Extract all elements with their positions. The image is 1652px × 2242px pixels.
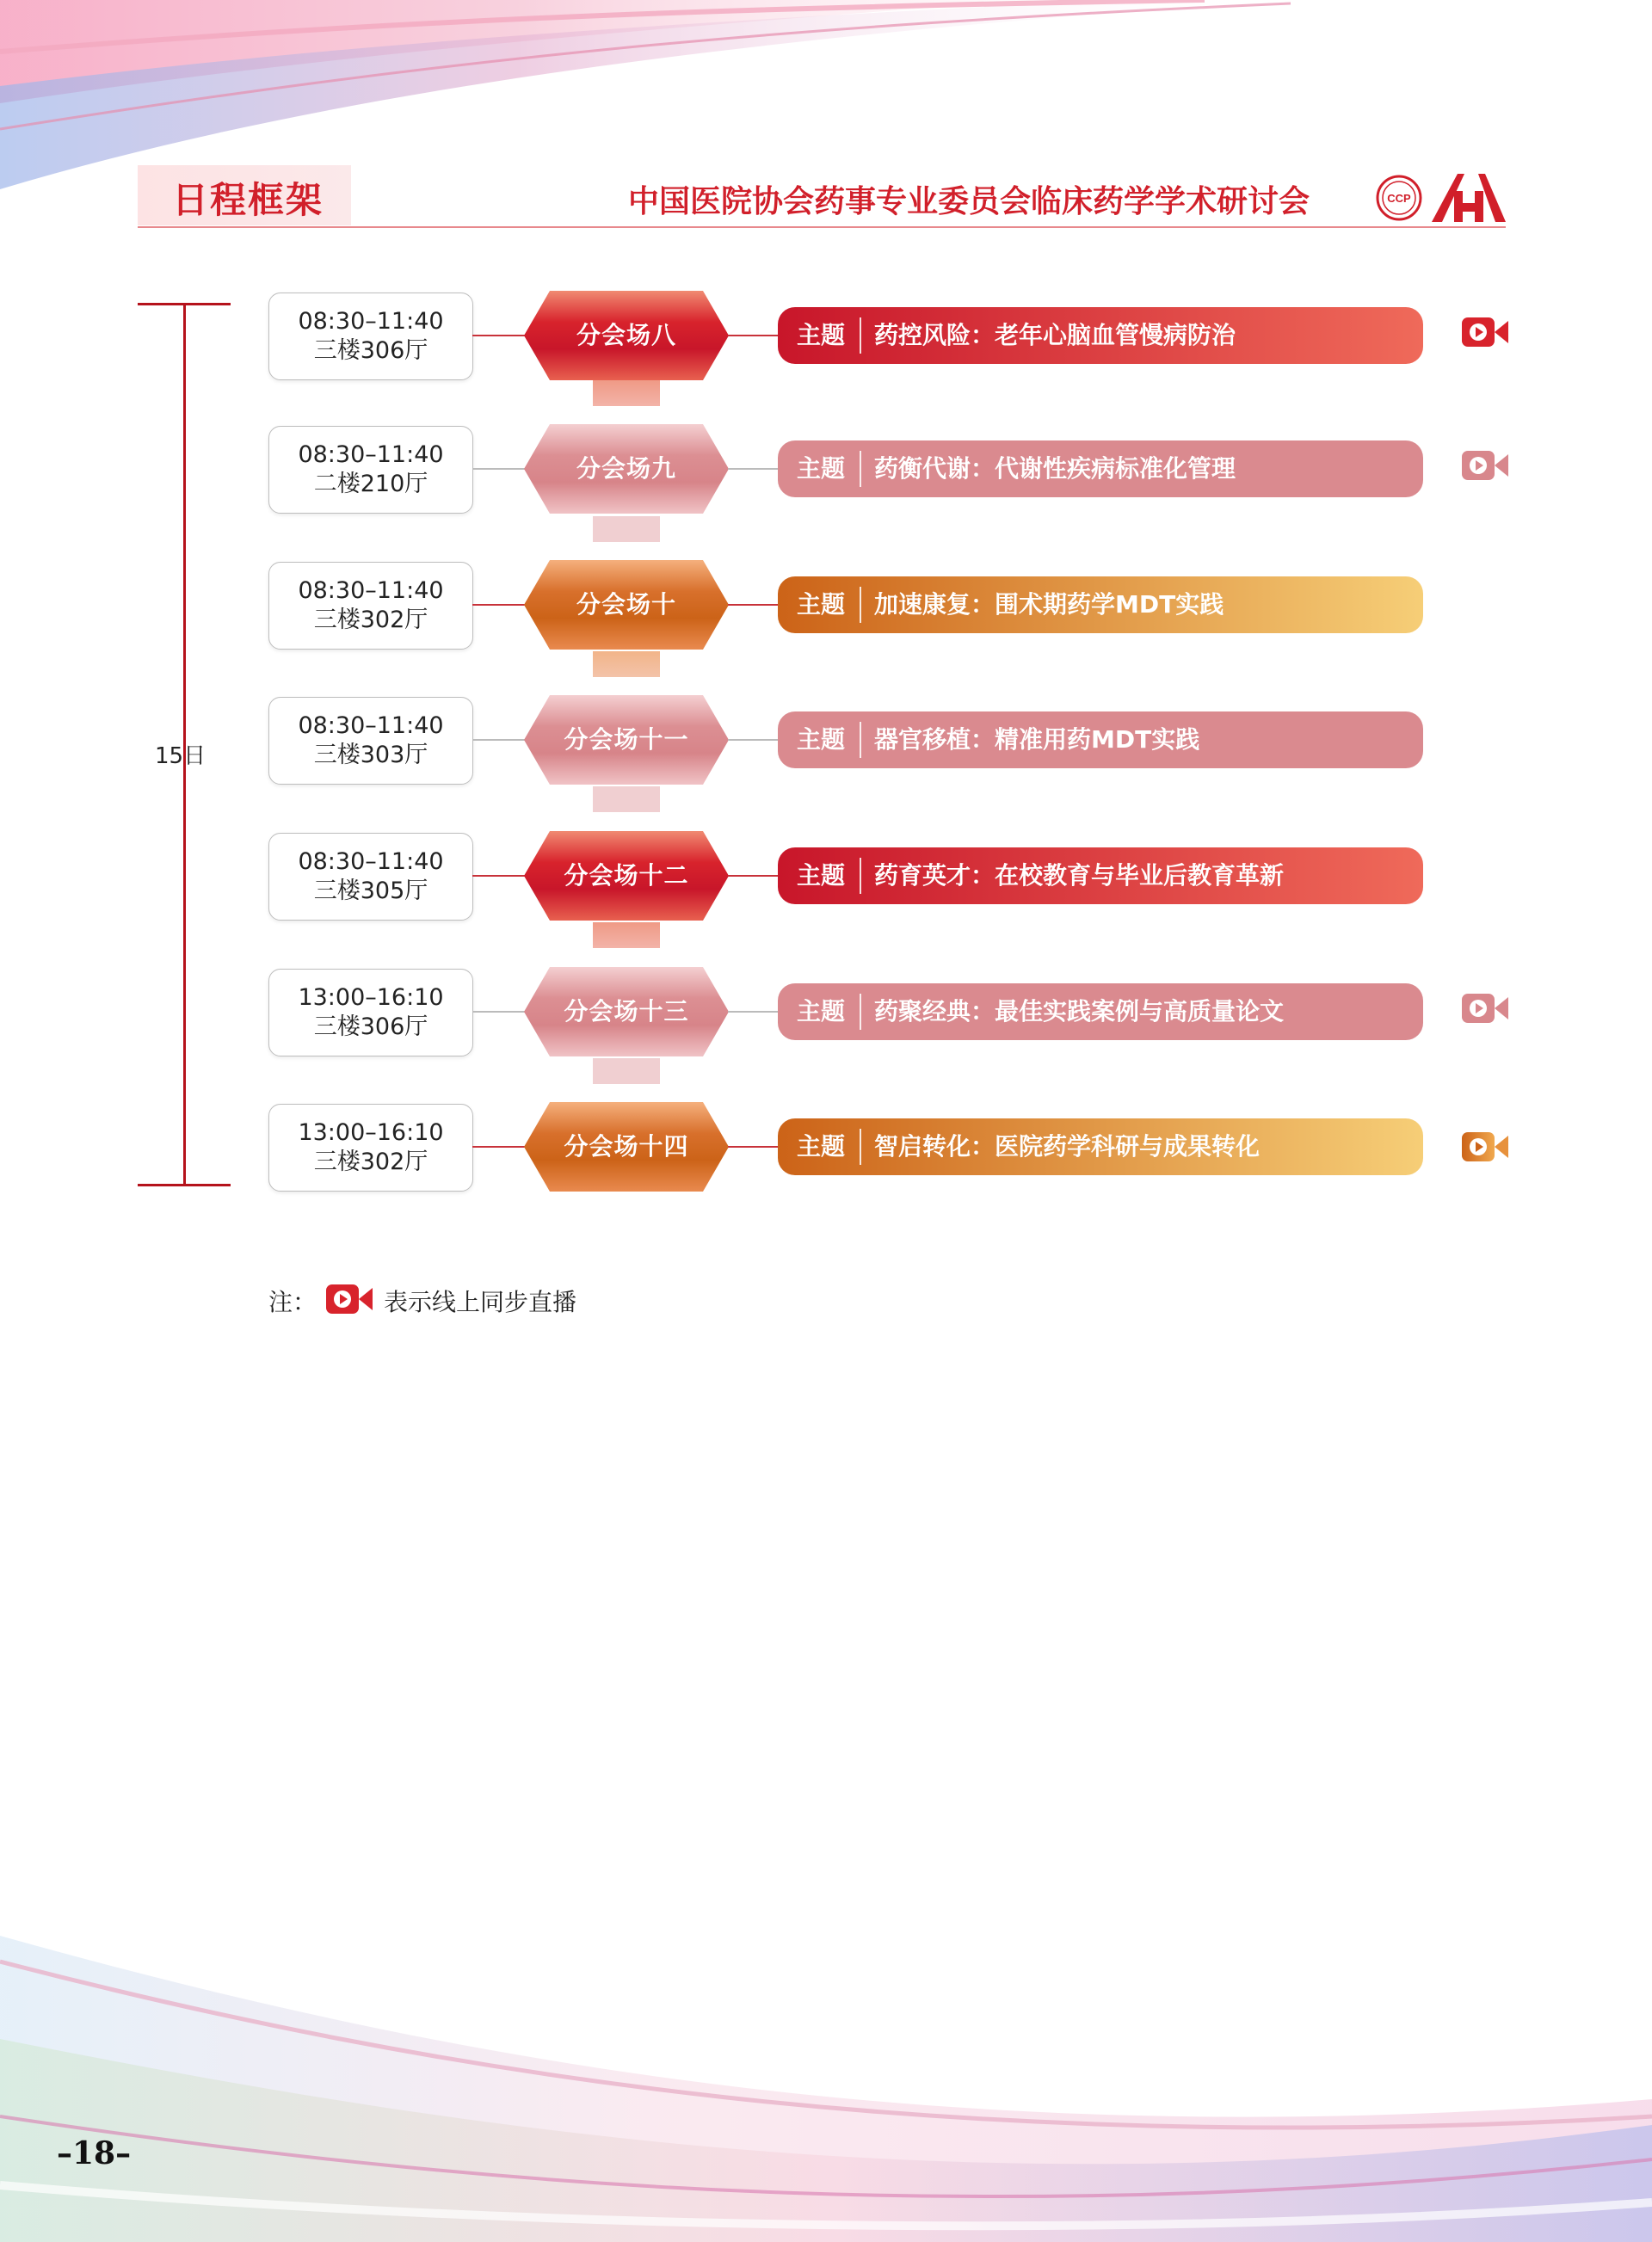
topic-label: 主题 [797, 861, 846, 890]
ccp-logo-text: CCP [1387, 192, 1411, 205]
session-room: 三楼303厅 [313, 742, 428, 768]
session-time-box [268, 833, 473, 921]
topic-text: 药育英才：在校教育与毕业后教育革新 [874, 861, 1285, 890]
session-time-box [268, 562, 473, 650]
connector-line [728, 739, 780, 741]
hex-connector [593, 1058, 660, 1084]
topic-separator [860, 722, 861, 758]
session-time-box [268, 1104, 473, 1192]
session-hex[interactable] [524, 831, 729, 921]
topic-label: 主题 [797, 590, 846, 619]
topic-pill[interactable] [778, 1118, 1423, 1175]
connector-line [472, 468, 526, 470]
connector-line [472, 739, 526, 741]
topic-text: 器官移植：精准用药MDT实践 [874, 725, 1200, 754]
session-name: 分会场十三 [564, 997, 689, 1026]
session-room: 二楼210厅 [313, 471, 428, 497]
session-time: 08:30–11:40 [298, 308, 444, 335]
session-time: 13:00–16:10 [298, 984, 444, 1011]
connector-line [728, 1011, 780, 1013]
session-time: 08:30–11:40 [298, 577, 444, 604]
session-time: 08:30–11:40 [298, 712, 444, 739]
topic-pill[interactable] [778, 307, 1423, 364]
header-divider [138, 226, 1506, 228]
section-tag [138, 165, 351, 225]
session-hex[interactable] [524, 560, 729, 650]
topic-pill[interactable] [778, 983, 1423, 1040]
session-name: 分会场九 [576, 454, 676, 483]
live-stream-icon[interactable] [1461, 448, 1509, 483]
session-hex[interactable] [524, 424, 729, 514]
topic-separator [860, 317, 861, 354]
hex-connector [593, 651, 660, 677]
hex-connector [593, 516, 660, 542]
connector-line [728, 604, 780, 606]
hex-connector [593, 922, 660, 948]
topic-label: 主题 [797, 321, 846, 349]
session-time: 08:30–11:40 [298, 441, 444, 468]
topic-text: 药控风险：老年心脑血管慢病防治 [874, 321, 1236, 349]
ccp-logo-icon [1375, 174, 1423, 222]
connector-line [728, 1146, 780, 1148]
session-time-box [268, 697, 473, 785]
session-time: 08:30–11:40 [298, 848, 444, 875]
day-bracket-bottom [138, 1184, 231, 1186]
topic-pill[interactable] [778, 440, 1423, 497]
live-stream-icon[interactable] [1461, 315, 1509, 349]
topic-text: 药衡代谢：代谢性疾病标准化管理 [874, 454, 1236, 483]
connector-line [472, 335, 526, 336]
conference-title: 中国医院协会药事专业委员会临床药学学术研讨会 [628, 184, 1310, 219]
page-number: –18– [57, 2135, 132, 2171]
topic-pill[interactable] [778, 711, 1423, 768]
topic-label: 主题 [797, 454, 846, 483]
bottom-wave-decoration [0, 1901, 1652, 2242]
topic-separator [860, 994, 861, 1030]
session-hex[interactable] [524, 967, 729, 1056]
topic-label: 主题 [797, 725, 846, 754]
topic-label: 主题 [797, 1132, 846, 1161]
session-time-box [268, 426, 473, 514]
topic-text: 加速康复：围术期药学MDT实践 [874, 590, 1224, 619]
topic-text: 智启转化：医院药学科研与成果转化 [874, 1132, 1261, 1161]
session-room: 三楼306厅 [313, 1013, 428, 1040]
topic-separator [860, 1129, 861, 1165]
session-room: 三楼302厅 [313, 1149, 428, 1175]
topic-pill[interactable] [778, 576, 1423, 633]
session-room: 三楼306厅 [313, 337, 428, 364]
live-stream-icon [325, 1282, 373, 1316]
session-room: 三楼305厅 [313, 878, 428, 904]
hex-connector [593, 786, 660, 812]
connector-line [472, 1011, 526, 1013]
connector-line [472, 875, 526, 877]
connector-line [728, 335, 780, 336]
topic-separator [860, 451, 861, 487]
topic-text: 药聚经典：最佳实践案例与高质量论文 [874, 997, 1285, 1026]
topic-label: 主题 [797, 997, 846, 1026]
session-hex[interactable] [524, 291, 729, 380]
connector-line [472, 1146, 526, 1148]
session-name: 分会场十 [576, 590, 676, 619]
note-text: 表示线上同步直播 [384, 1288, 577, 1316]
note-prefix: 注： [268, 1288, 317, 1316]
live-stream-icon[interactable] [1461, 1130, 1509, 1164]
session-time: 13:00–16:10 [298, 1119, 444, 1146]
session-name: 分会场八 [576, 321, 676, 349]
session-hex[interactable] [524, 695, 729, 785]
section-title: 日程框架 [172, 179, 324, 221]
session-name: 分会场十一 [564, 725, 689, 754]
topic-pill[interactable] [778, 847, 1423, 904]
session-time-box [268, 969, 473, 1056]
connector-line [728, 875, 780, 877]
session-time-box [268, 293, 473, 380]
hex-connector [593, 380, 660, 406]
session-name: 分会场十二 [564, 861, 689, 890]
association-logo-icon [1428, 169, 1507, 225]
day-label: 15日 [155, 743, 206, 769]
topic-separator [860, 587, 861, 623]
session-room: 三楼302厅 [313, 607, 428, 633]
live-stream-icon[interactable] [1461, 991, 1509, 1026]
session-name: 分会场十四 [564, 1132, 689, 1161]
session-hex[interactable] [524, 1102, 729, 1192]
connector-line [728, 468, 780, 470]
topic-separator [860, 858, 861, 894]
connector-line [472, 604, 526, 606]
